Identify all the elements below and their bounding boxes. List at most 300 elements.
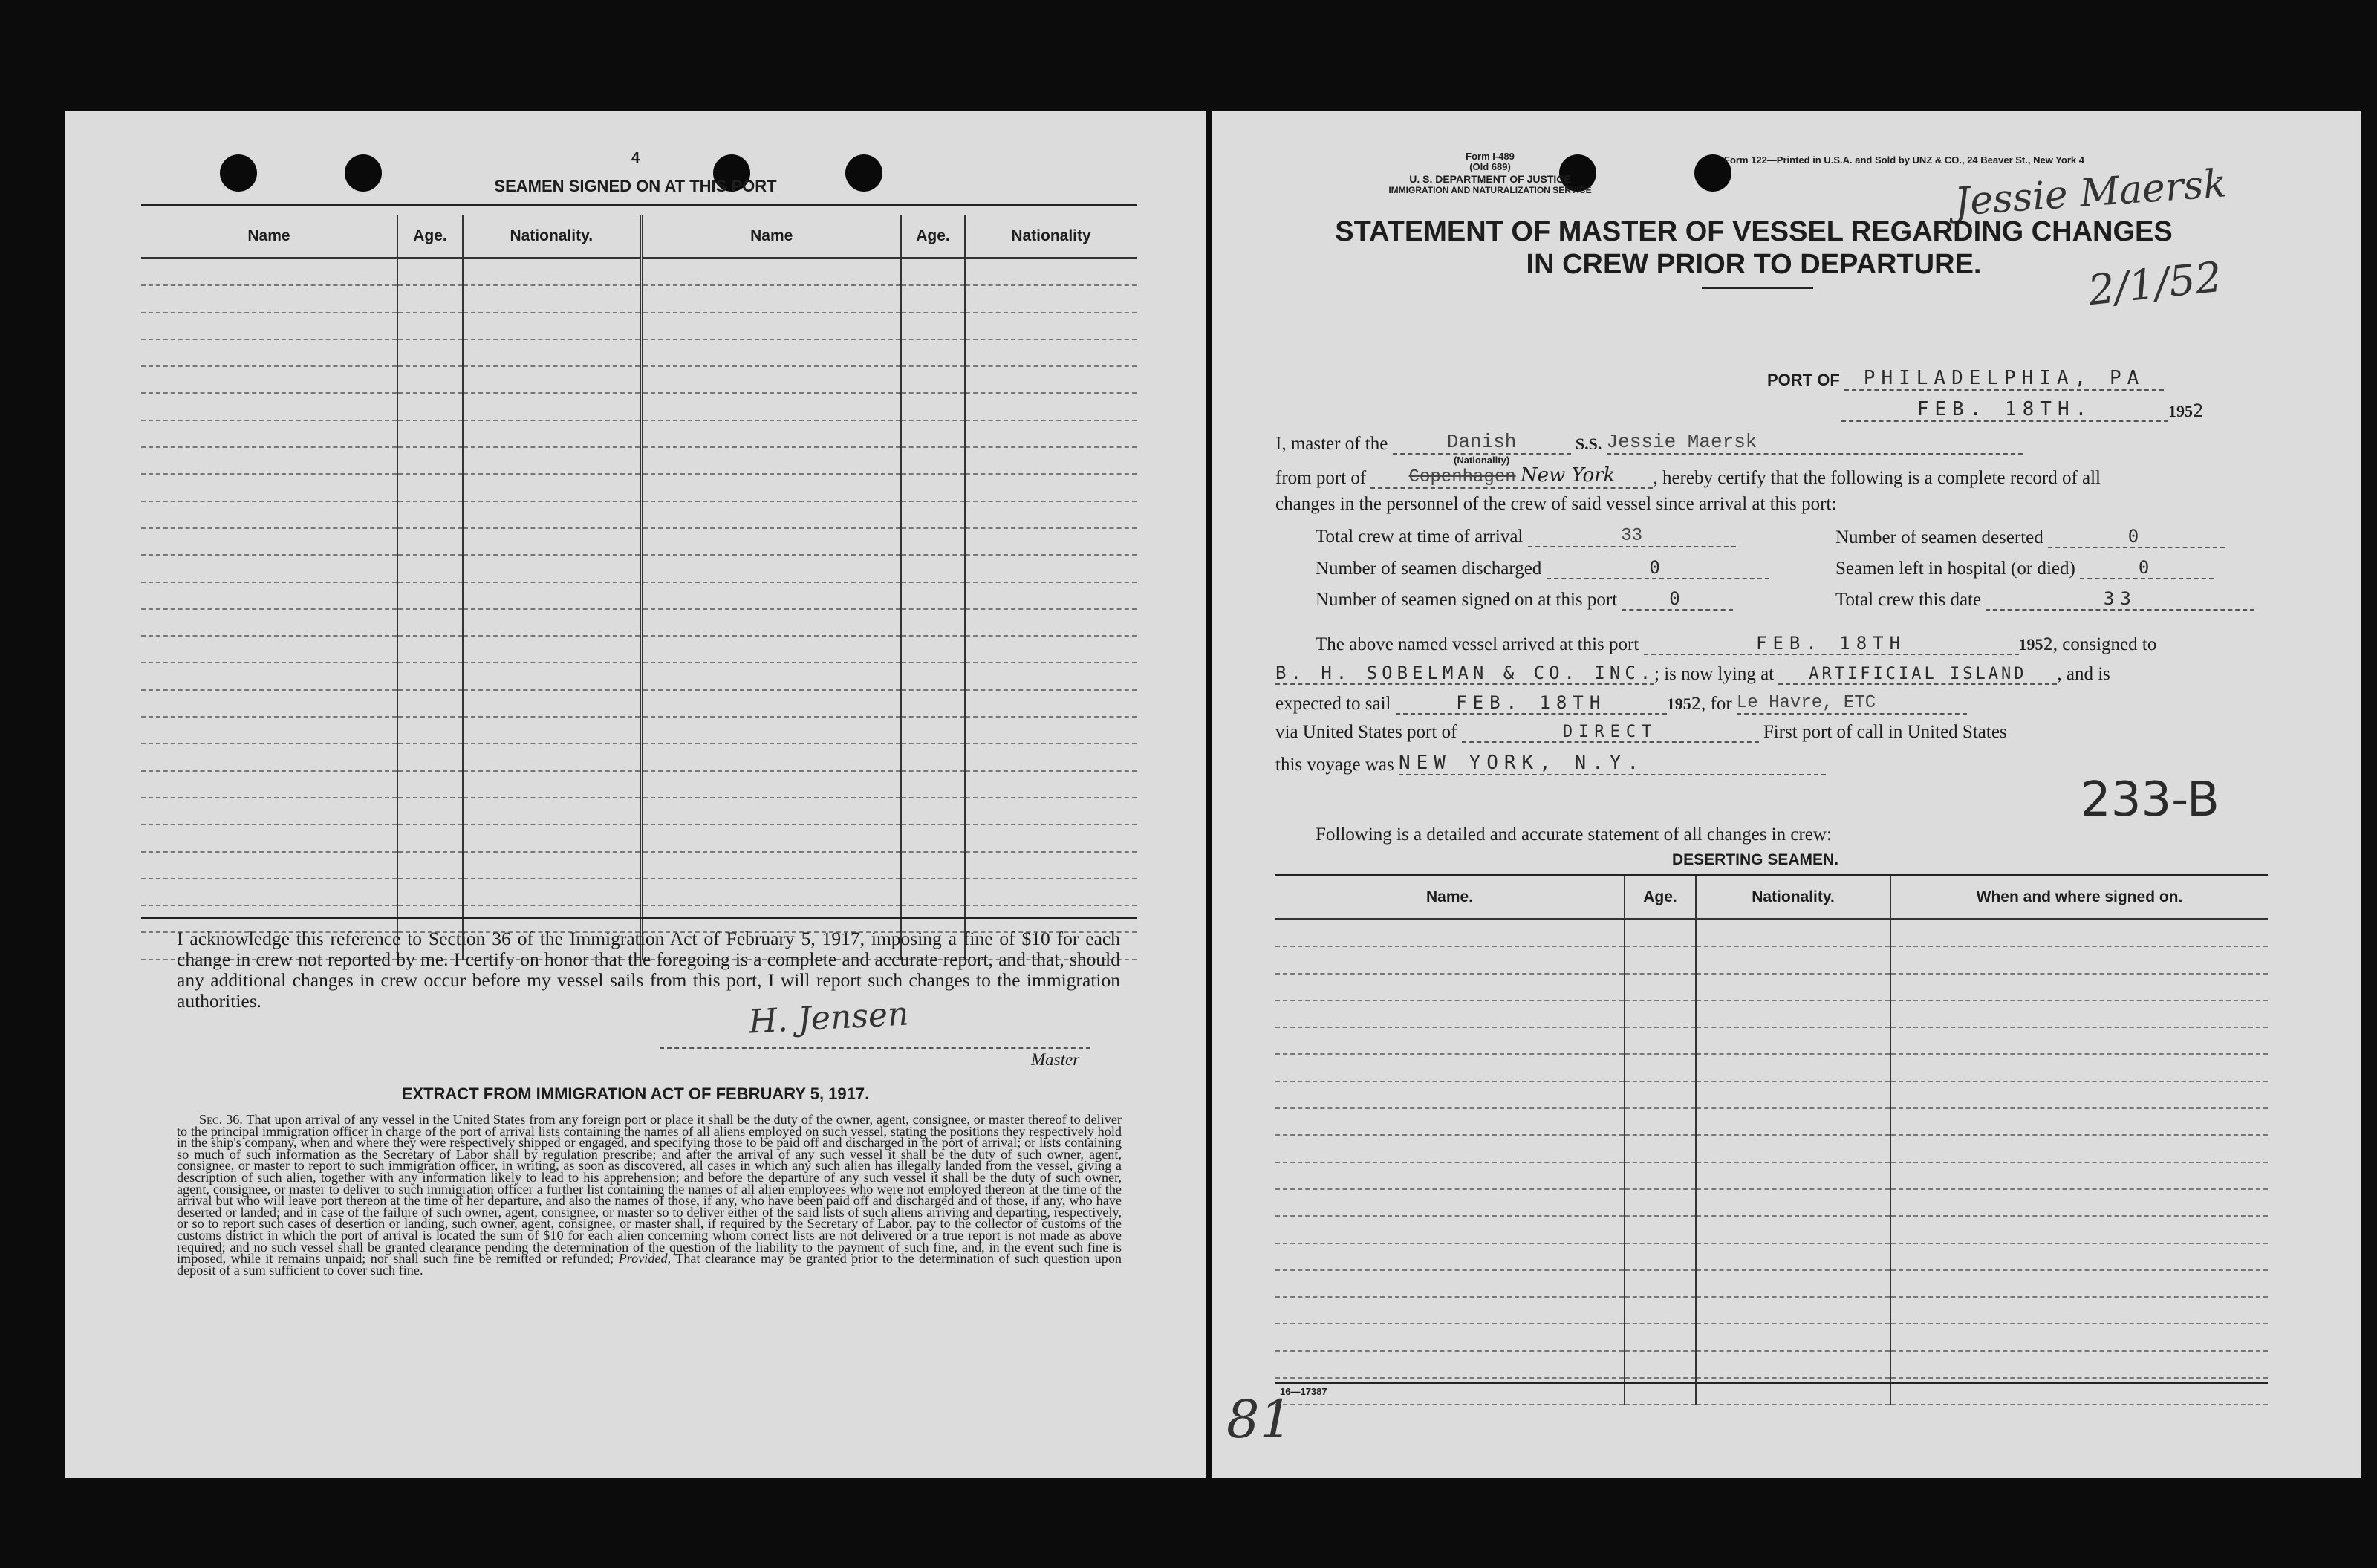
lying-value: ARTIFICIAL ISLAND [1778,665,2057,685]
department [1267,174,1713,196]
table-cell [463,798,641,824]
table-cell [1275,1351,1625,1378]
master-row [1275,431,2325,466]
extract-body [177,1114,1122,1276]
table-cell [901,663,965,689]
table-cell [901,690,965,717]
table-cell [641,285,901,312]
table-cell [141,824,397,851]
table-cell [463,555,641,582]
table-cell [1890,1324,2268,1350]
table-cell [641,582,901,609]
date-row [1841,398,2203,422]
table-cell [1696,974,1890,1001]
table-cell [1625,1216,1696,1243]
col-age-header: Age. [901,215,965,258]
table-cell [1625,1001,1696,1027]
stat-label: Number of seamen deserted [1835,527,2043,547]
table-cell [463,474,641,501]
table-cell [397,393,463,420]
handwritten-date: 2/1/52 [2086,253,2225,316]
table-cell [641,690,901,717]
table-cell [641,717,901,744]
table-cell [141,313,397,339]
table-cell [641,555,901,582]
certify-text2: changes in the personnel of the crew of said vessel since arrival at this port: [1275,494,1837,514]
table-cell [1696,1351,1890,1378]
table-cell [1275,1054,1625,1081]
table-cell [141,339,397,366]
table-cell [1696,1001,1890,1027]
table-cell [463,663,641,689]
table-cell [1625,1270,1696,1297]
table-row [1275,1054,2268,1081]
master-label: I, master of the [1275,434,1388,454]
table-cell [901,474,965,501]
table-row [1275,1189,2268,1216]
table-cell [1696,946,1890,973]
port-row [1767,367,2164,391]
table-cell [901,528,965,555]
table-cell [1696,1216,1890,1243]
table-cell [1696,1108,1890,1135]
for-label: , for [1701,694,1732,714]
nationality-value: Danish [1393,431,1571,455]
col-name-header: Name. [1275,876,1625,920]
table-cell [901,420,965,447]
table-cell [141,501,397,528]
table-row [141,313,1137,339]
table-cell [901,824,965,851]
table-cell [901,771,965,798]
table-cell [1275,946,1625,973]
stat-label: Seamen left in hospital (or died) [1835,559,2075,579]
table-cell [397,420,463,447]
table-cell [141,393,397,420]
table-cell [901,582,965,609]
stat-label: Number of seamen signed on at this port [1316,590,1618,610]
table-cell [1696,1135,1890,1162]
table-cell [965,501,1137,528]
following-text: Following is a detailed and accurate statement of all changes in crew: [1316,824,1832,845]
table-cell [1275,1324,1625,1350]
table-cell [397,339,463,366]
table-cell [1275,1001,1625,1027]
extract-proviso: That clearance may be granted prior to the determination of such question upon deposit of a sum sufficient to cover such fine. [177,1251,1122,1278]
department-line2: IMMIGRATION AND NATURALIZATION SERVICE [1388,185,1592,195]
table-cell [965,555,1137,582]
table-cell [141,609,397,636]
table-cell [463,636,641,663]
page-number: 4 [631,150,640,166]
table-cell [463,393,641,420]
deserting-bottom-rule [1275,1382,2268,1384]
table-cell [397,285,463,312]
deserting-title: DESERTING SEAMEN. [1672,851,1839,868]
col-nationality-header: Nationality. [1696,876,1890,920]
table-cell [463,744,641,770]
table-row [141,366,1137,393]
form-id-line2: (Old 689) [1469,161,1511,172]
table-row [141,690,1137,717]
voyage-label: this voyage was [1275,755,1394,775]
table-cell [1696,1243,1890,1270]
table-cell [141,366,397,393]
table-cell [641,744,901,770]
table-cell [1696,920,1890,947]
stat-total-crew-date [1835,588,2254,611]
table-cell [965,258,1137,286]
port-value: PHILADELPHIA, PA [1844,367,2164,391]
table-cell [1625,974,1696,1001]
table-cell [141,663,397,689]
table-cell [1890,946,2268,973]
table-cell [141,420,397,447]
table-cell [397,852,463,879]
year-suffix: 2 [2193,400,2204,421]
table-cell [641,798,901,824]
table-row [141,824,1137,851]
port-label: PORT OF [1767,371,1840,389]
col-nationality-header: Nationality. [463,215,641,258]
table-cell [1625,1108,1696,1135]
table-cell [901,258,965,286]
table-cell [901,393,965,420]
voyage-value: NEW YORK, N.Y. [1399,752,1826,775]
table-cell [965,366,1137,393]
table-cell [463,879,641,905]
consignee-value: B. H. SOBELMAN & CO. INC. [1275,663,1656,683]
title-underline [1702,287,1813,289]
col-age-header: Age. [397,215,463,258]
form-title-line1: STATEMENT OF MASTER OF VESSEL REGARDING CHANGES [1335,216,2173,247]
table-cell [397,501,463,528]
table-cell [641,447,901,474]
table-row [141,258,1137,286]
table-cell [1625,1243,1696,1270]
table-cell [901,555,965,582]
table-cell [1890,1001,2268,1027]
table-row [1275,1351,2268,1378]
table-cell [965,717,1137,744]
extract-section-label: Sec. 36. [199,1112,243,1127]
right-page [1212,111,2361,1478]
table-cell [1890,1297,2268,1324]
table-cell [901,285,965,312]
table-row [141,879,1137,905]
table-row [1275,1135,2268,1162]
table-cell [901,609,965,636]
table-cell [901,744,965,770]
table-cell [141,528,397,555]
table-cell [1890,1243,2268,1270]
stat-value: 0 [1622,588,1733,611]
via-label: via United States port of [1275,722,1457,742]
table-row [141,582,1137,609]
table-cell [1696,1162,1890,1189]
table-cell [397,609,463,636]
table-row [1275,1027,2268,1054]
table-row [1275,1324,2268,1350]
col-name-header: Name [141,215,397,258]
table-cell [397,717,463,744]
table-cell [1275,1027,1625,1054]
stat-discharged [1316,557,1769,579]
col-age-header: Age. [1625,876,1696,920]
table-cell [463,771,641,798]
table-bottom-rule [141,917,1137,919]
table-cell [141,258,397,286]
table-cell [641,663,901,689]
table-cell [901,717,965,744]
table-cell [901,366,965,393]
table-cell [1275,974,1625,1001]
table-cell [901,447,965,474]
year-prefix: 195 [1666,694,1691,713]
table-cell [641,393,901,420]
stat-value: 33 [1528,526,1736,547]
table-cell [397,366,463,393]
table-cell [641,636,901,663]
table-cell [463,528,641,555]
table-cell [1890,1162,2268,1189]
table-cell [463,447,641,474]
table-cell [965,313,1137,339]
table-cell [141,717,397,744]
table-cell [1275,1270,1625,1297]
table-cell [641,258,901,286]
table-cell [965,285,1137,312]
table-cell [641,366,901,393]
table-cell [141,285,397,312]
date-value: FEB. 18TH. [1841,398,2168,422]
table-cell [397,690,463,717]
table-cell [1890,1027,2268,1054]
table-cell [641,609,901,636]
table-cell [965,690,1137,717]
table-row [141,744,1137,770]
table-cell [965,447,1137,474]
table-cell [965,879,1137,905]
table-cell [463,501,641,528]
table-cell [397,582,463,609]
from-port-value: New York [1520,464,1616,487]
table-cell [1625,920,1696,947]
master-signature: H. Jensen [747,995,910,1041]
extract-proviso-label: Provided, [618,1251,672,1266]
table-row [1275,1297,2268,1324]
table-cell [463,824,641,851]
table-row [1275,1162,2268,1189]
table-cell [397,313,463,339]
table-row [1275,946,2268,973]
table-cell [141,798,397,824]
table-cell [141,852,397,879]
table-row [141,555,1137,582]
table-body [141,258,1137,960]
table-row [1275,1216,2268,1243]
table-cell [1890,1054,2268,1081]
table-row [141,393,1137,420]
table-cell [397,636,463,663]
table-cell [965,339,1137,366]
vessel-name: Jessie Maersk [1607,431,2023,455]
table-cell [1890,920,2268,947]
table-cell [1275,1297,1625,1324]
table-cell [965,582,1137,609]
table-cell [141,879,397,905]
table-cell [965,474,1137,501]
arrived-value: FEB. 18TH [1644,633,2019,655]
deserting-top-rule [1275,874,2268,876]
table-cell [1890,1135,2268,1162]
table-cell [965,771,1137,798]
and-is-label: , and is [2057,664,2110,684]
stat-label: Number of seamen discharged [1316,559,1542,579]
from-port-field [1370,464,1653,489]
table-row [141,663,1137,689]
table-cell [463,852,641,879]
table-cell [141,555,397,582]
table-cell [1890,1351,2268,1378]
year-prefix: 195 [2168,402,2193,420]
table-cell [1696,1081,1890,1108]
table-cell [641,852,901,879]
table-cell [397,474,463,501]
table-cell [397,824,463,851]
stat-value: 0 [2080,557,2214,579]
table-cell [1625,1054,1696,1081]
first-port-label: First port of call in United States [1763,722,2007,742]
table-cell [1696,1324,1890,1350]
form-title-line2: IN CREW PRIOR TO DEPARTURE. [1526,249,1982,280]
table-cell [397,744,463,770]
table-cell [463,366,641,393]
table-cell [397,663,463,689]
expected-row [1275,692,2325,715]
stat-label: Total crew this date [1835,590,1982,610]
certify-text: , hereby certify that the following is a complete record of all [1653,468,2101,488]
deserting-seamen-table [1275,876,2268,1405]
stat-value: 0 [1547,557,1769,579]
table-cell [1625,1297,1696,1324]
table-cell [141,744,397,770]
table-cell [965,393,1137,420]
table-cell [1625,1351,1696,1378]
table-cell [397,879,463,905]
table-row [141,474,1137,501]
table-cell [463,609,641,636]
stat-deserted [1835,526,2225,548]
consignee-row [1275,663,2325,685]
table-cell [1625,1162,1696,1189]
table-row [141,717,1137,744]
extract-text: That upon arrival of any vessel in the United States from any foreign port or place it shall be the duty of the owner, agent, consignee, or master thereof to deliver to the principal immigration officer in charge of the port of arrival lists containing the names of all aliens employed on such vessel, stating the positions they respectively hold in the ship's company, when and where they were respectively shipped or engaged, and specifying those to be paid off and discharged in the port of arrival; or lists containing so much of such information as the Secretary of Labor shall by regulation prescribe; and after the arrival of any such vessel it shall be the duty of such owner, agent, consignee, or master to report to such immigration officer, in writing, as soon as discovered, all cases in which any such alien has illegally landed from the vessel, giving a description of such alien, together with any information likely to lead to his apprehension; and before the departure of any such vessel it shall be the duty of such owner, agent, consignee, or master to deliver to such immigration officer a further list containing the names of all alien employees who were not employed thereon at the time of the arrival but who will leave port thereon at the time of her departure, and also the names of those, if any, who have been paid off and discharged and of those, if any, who have deserted or landed; and in case of the failure of such owner, agent, consignee, or master so to deliver either of the said lists of such aliens arriving and departing, respectively, or so to report such cases of desertion or landing, such owner, agent, consignee, or master shall, if required by the Secretary of Labor, pay to the collector of customs of the customs district in which the port of arrival is located the sum of $10 for each alien concerning whom correct lists are not delivered or a true report is not made as above required; and no such vessel shall be granted clearance pending the determination of the question of the liability to the payment of such fine, and, in the event such fine is imposed, while it remains unpaid; nor shall such fine be remitted or refunded; [177,1112,1122,1266]
table-row [1275,1081,2268,1108]
from-port-struck: Copenhagen [1408,467,1516,487]
table-cell [965,420,1137,447]
table-cell [1890,1270,2268,1297]
arrived-row [1316,633,2156,655]
stat-total-crew-arrival [1316,526,1736,547]
table-row [141,852,1137,879]
left-page [65,111,1206,1478]
signature-line [660,1047,1090,1049]
section-title: SEAMEN SIGNED ON AT THIS PORT [494,177,777,195]
nationality-field [1393,431,1571,466]
stat-value: 33 [1986,588,2254,611]
table-cell [141,771,397,798]
department-line1: U. S. DEPARTMENT OF JUSTICE [1409,173,1571,185]
table-cell [463,717,641,744]
table-cell [1275,920,1625,947]
table-cell [1275,1216,1625,1243]
handwritten-vessel-name: Jessie Maersk [1953,161,2228,225]
table-cell [463,339,641,366]
table-row [1275,920,2268,947]
stat-label: Total crew at time of arrival [1316,527,1524,547]
year-prefix: 195 [2018,635,2043,654]
col-signed-on-header: When and where signed on. [1890,876,2268,920]
table-cell [965,744,1137,770]
table-cell [1625,946,1696,973]
table-row [1275,974,2268,1001]
table-cell [1696,1027,1890,1054]
seamen-signed-on-table [141,215,1137,960]
stat-hospital [1835,557,2214,579]
table-cell [641,879,901,905]
table-cell [397,798,463,824]
table-cell [397,555,463,582]
table-row [141,798,1137,824]
table-cell [141,636,397,663]
table-row [141,528,1137,555]
table-cell [965,636,1137,663]
table-cell [463,285,641,312]
table-row [141,501,1137,528]
stamp-code: 233-B [2081,772,2220,827]
expected-label: expected to sail [1275,694,1391,714]
table-cell [1275,1108,1625,1135]
margin-scribble: 81 [1226,1389,1293,1450]
year-suffix: 2 [1691,695,1701,714]
table-cell [141,474,397,501]
table-cell [641,313,901,339]
table-row [1275,1270,2268,1297]
table-cell [901,501,965,528]
table-cell [901,339,965,366]
table-cell [1696,1270,1890,1297]
printer-note: Form 122—Printed in U.S.A. and Sold by UNZ & CO., 24 Beaver St., New York 4 [1724,154,2084,166]
table-row [141,339,1137,366]
table-cell [901,852,965,879]
table-cell [641,474,901,501]
destination-value: Le Havre, ETC [1737,693,1967,715]
table-cell [965,798,1137,824]
table-row [141,609,1137,636]
table-cell [463,690,641,717]
table-cell [1890,1081,2268,1108]
via-row [1275,722,2325,743]
master-label: Master [1031,1050,1080,1069]
table-cell [641,420,901,447]
table-cell [1625,1189,1696,1216]
table-cell [1696,1189,1890,1216]
table-cell [397,447,463,474]
form-id [1267,152,1713,172]
from-port-row [1275,464,2325,489]
col-nationality-header: Nationality [965,215,1137,258]
